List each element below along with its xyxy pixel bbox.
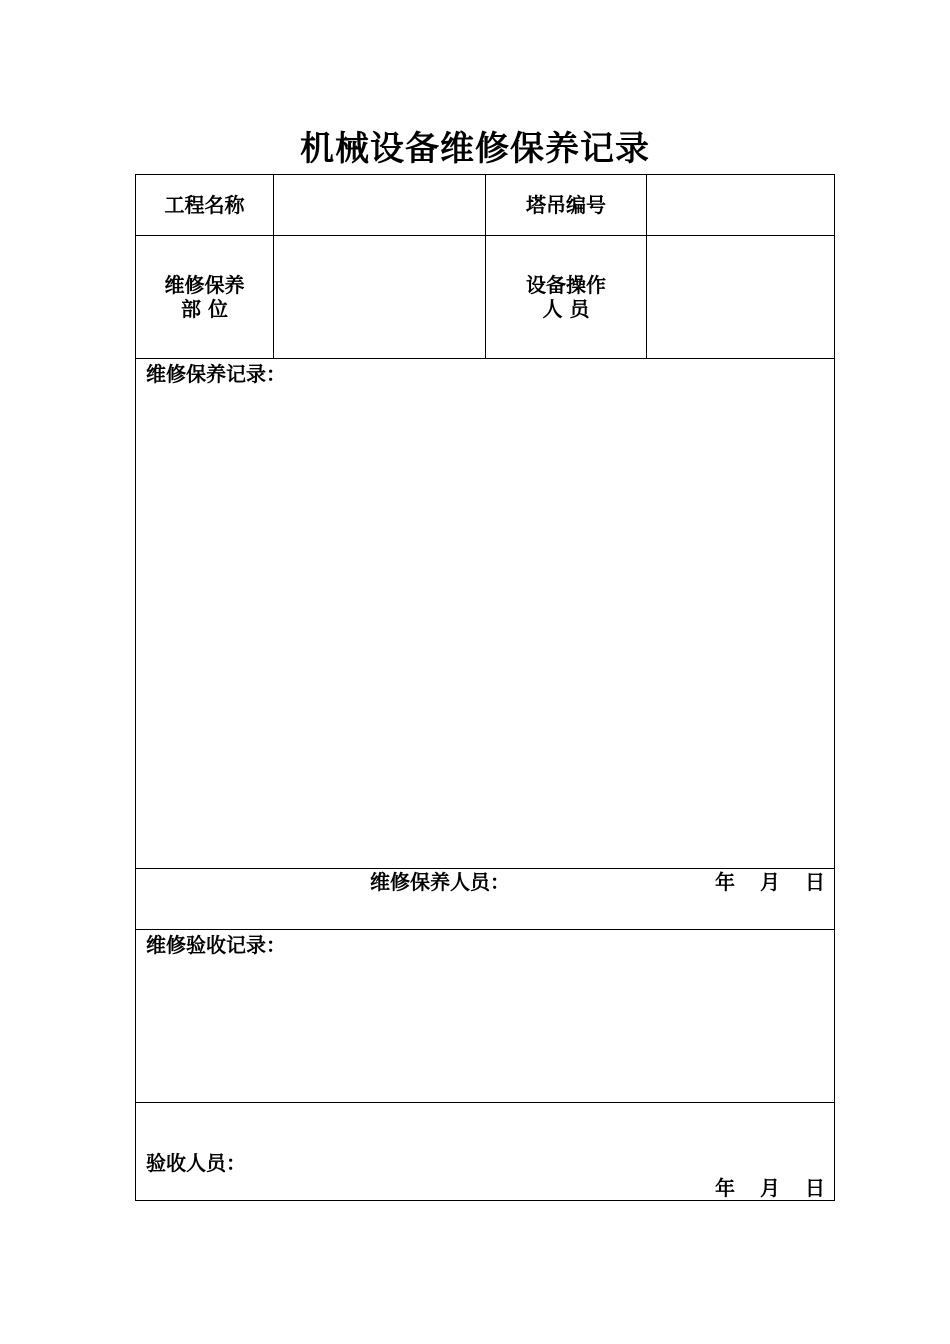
maint-part-label-line1: 维修保养 <box>164 273 245 297</box>
maintenance-date-month: 月 <box>760 870 780 894</box>
operator-label-line1: 设备操作 <box>526 273 606 297</box>
document-title: 机械设备维修保养记录 <box>300 129 650 169</box>
acceptance-date-month: 月 <box>760 1176 780 1200</box>
maintenance-sign-row <box>135 868 835 930</box>
operator-label-line2: 人 员 <box>542 297 590 321</box>
maintenance-date-day: 日 <box>805 870 825 894</box>
project-name-label-cell <box>135 174 274 236</box>
maintenance-record-label: 维修保养记录： <box>146 362 286 386</box>
acceptance-sign-row <box>135 1102 835 1201</box>
maintenance-person-label: 维修保养人员： <box>370 870 510 894</box>
maint-part-label-cell <box>135 235 274 359</box>
crane-number-label-cell <box>485 174 647 236</box>
maintenance-form <box>135 174 835 1201</box>
acceptance-record-label: 维修验收记录： <box>146 933 286 957</box>
operator-field[interactable] <box>646 235 835 359</box>
acceptance-record-area[interactable] <box>135 929 835 1103</box>
maintenance-record-area[interactable] <box>135 358 835 869</box>
project-name-label: 工程名称 <box>164 193 245 217</box>
maint-part-field[interactable] <box>273 235 486 359</box>
acceptance-date-year: 年 <box>715 1176 735 1200</box>
maint-part-label-line2: 部 位 <box>181 297 228 321</box>
acceptance-date-day: 日 <box>805 1176 825 1200</box>
crane-number-field[interactable] <box>646 174 835 236</box>
acceptance-person-label: 验收人员： <box>146 1151 246 1175</box>
project-name-field[interactable] <box>273 174 486 236</box>
crane-number-label: 塔吊编号 <box>526 193 606 217</box>
maintenance-date-year: 年 <box>715 870 735 894</box>
operator-label-cell <box>485 235 647 359</box>
